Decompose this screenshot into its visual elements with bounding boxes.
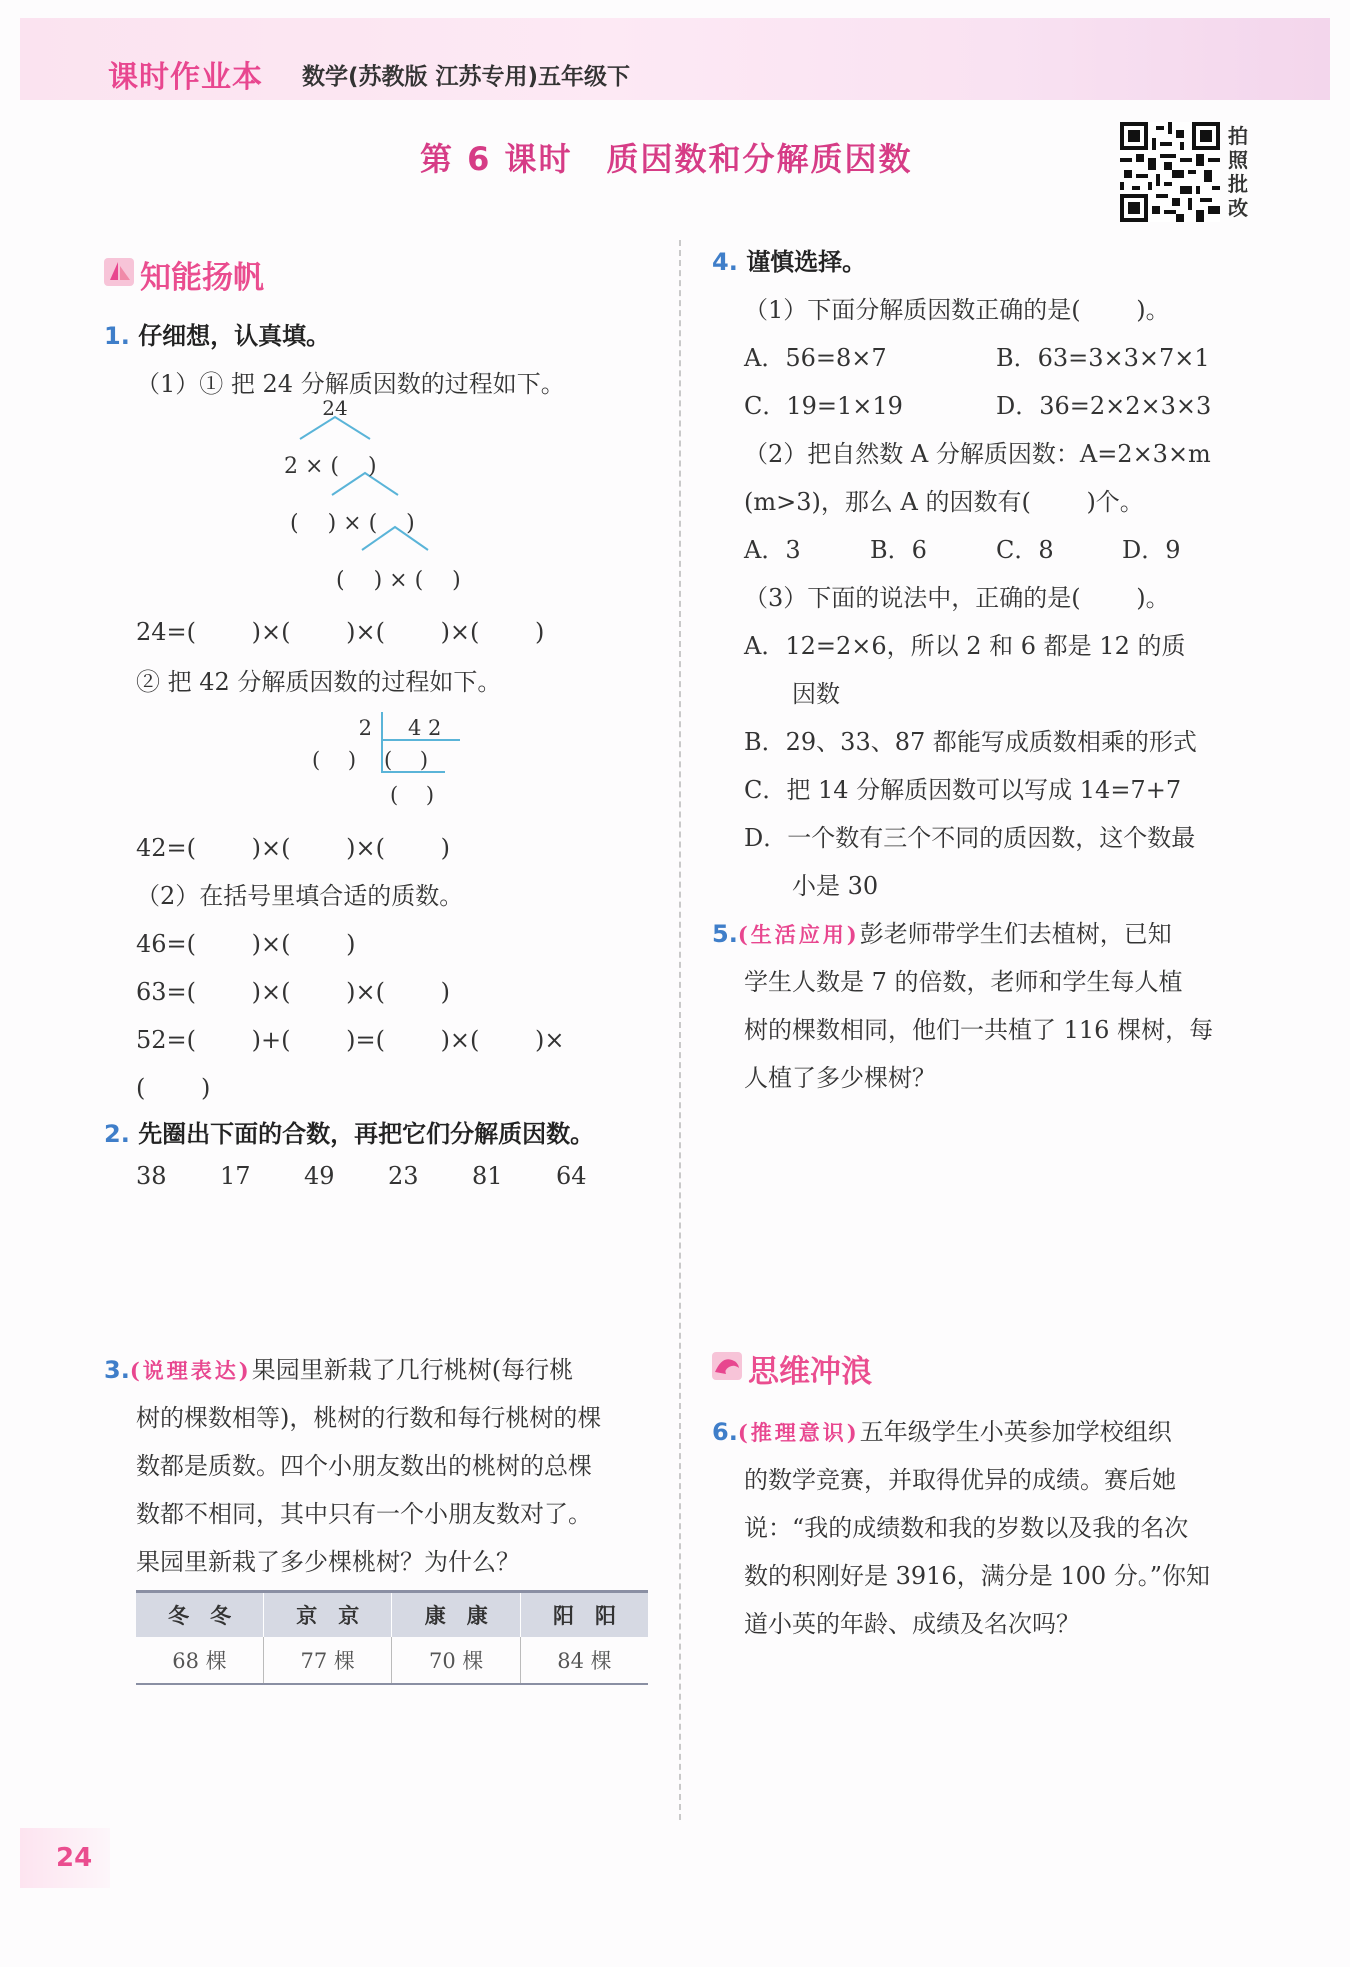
question-6-line-1 <box>712 1412 1172 1447</box>
tree-level-2: ( ) × ( ) <box>290 511 415 536</box>
option-item[interactable]: B．6 <box>870 536 927 564</box>
question-5-line-1 <box>712 914 1172 949</box>
question-number: 1. <box>104 322 130 350</box>
question-text: 果园里新栽了几行桃树(每行桃 <box>251 1356 574 1384</box>
question-number: 6. <box>712 1418 738 1446</box>
ladder-divisor-2: ( ) <box>312 748 357 772</box>
question-number: 3. <box>104 1356 130 1384</box>
q4-sub3-option-c[interactable]: C．把 14 分解质因数可以写成 14=7+7 <box>744 776 1182 804</box>
brand-title: 课时作业本 <box>108 60 263 95</box>
equation-46[interactable]: 46=( )×( ) <box>136 930 356 958</box>
q4-sub3-option-a[interactable]: A．12=2×6，所以 2 和 6 都是 12 的质 <box>744 632 1186 660</box>
short-division-diagram <box>312 710 480 820</box>
tree-level-3: ( ) × ( ) <box>336 568 461 593</box>
question-6-line-5: 道小英的年龄、成绩及名次吗？ <box>744 1610 1080 1638</box>
option-item[interactable]: D．9 <box>1122 536 1181 564</box>
section-title-knowledge: 知能扬帆 <box>140 260 264 296</box>
equation-24[interactable]: 24=( )×( )×( )×( ) <box>136 618 545 646</box>
question-number: 2. <box>104 1120 130 1148</box>
question-3-line-5: 果园里新栽了多少棵桃树？为什么？ <box>136 1548 520 1576</box>
table-header-row <box>136 1592 648 1638</box>
question-4-heading <box>712 242 866 277</box>
q1-part2-text: ② 把 42 分解质因数的过程如下。 <box>136 668 502 696</box>
question-text: 先圈出下面的合数，再把它们分解质因数。 <box>138 1120 595 1148</box>
q4-sub1-option-d[interactable]: D．36=2×2×3×3 <box>996 392 1212 420</box>
wave-icon <box>712 1352 742 1380</box>
column-divider <box>679 240 681 1820</box>
q4-sub3-option-d[interactable]: D．一个数有三个不同的质因数，这个数最 <box>744 824 1196 852</box>
ladder-number-2: ( ) <box>384 748 429 772</box>
equation-52[interactable]: 52=( )+( )=( )×( )× <box>136 1026 565 1054</box>
table-cell: 84 棵 <box>520 1637 648 1684</box>
question-tag: (说理表达) <box>129 1358 252 1383</box>
q4-sub3-option-a-continued: 因数 <box>792 680 840 708</box>
equation-42[interactable]: 42=( )×( )×( ) <box>136 834 450 862</box>
ladder-number-3: ( ) <box>390 783 435 807</box>
question-text: 谨慎选择。 <box>746 248 867 276</box>
question-text: 彭老师带学生们去植树，已知 <box>859 920 1172 948</box>
sail-icon <box>104 258 134 286</box>
question-5-line-2: 学生人数是 7 的倍数，老师和学生每人植 <box>744 968 1183 996</box>
subject-label: 数学(苏教版 江苏专用)五年级下 <box>302 64 631 90</box>
question-6-line-4: 数的积刚好是 3916，满分是 100 分。”你知 <box>744 1562 1211 1590</box>
table-header-cell: 康 康 <box>392 1592 520 1638</box>
number-item[interactable]: 38 <box>136 1162 167 1190</box>
equation-52-continued[interactable]: ( ) <box>136 1074 211 1102</box>
q4-sub1-option-b[interactable]: B．63=3×3×7×1 <box>996 344 1210 372</box>
q4-sub3-option-b[interactable]: B．29、33、87 都能写成质数相乘的形式 <box>744 728 1197 756</box>
question-3-line-1 <box>104 1350 573 1385</box>
q4-sub1: （1）下面分解质因数正确的是( )。 <box>744 296 1170 324</box>
ladder-number-1: 4 2 <box>408 716 442 740</box>
q4-sub3-option-d-continued: 小是 30 <box>792 872 879 900</box>
option-item[interactable]: A．3 <box>744 536 801 564</box>
page-number: 24 <box>56 1843 93 1873</box>
question-2-heading <box>104 1114 594 1149</box>
equation-63[interactable]: 63=( )×( )×( ) <box>136 978 450 1006</box>
question-tag: (推理意识) <box>737 1420 860 1445</box>
question-text: 仔细想，认真填。 <box>138 322 331 350</box>
question-number: 5. <box>712 920 738 948</box>
question-5-line-4: 人植了多少棵树？ <box>744 1064 936 1092</box>
q4-sub1-option-c[interactable]: C．19=1×19 <box>744 392 903 420</box>
table-cell: 70 棵 <box>392 1637 520 1684</box>
lesson-title: 第 6 课时 质因数和分解质因数 <box>420 140 913 178</box>
question-number: 4. <box>712 248 738 276</box>
number-item[interactable]: 23 <box>388 1162 419 1190</box>
q2-number-list <box>136 1162 640 1190</box>
number-item[interactable]: 81 <box>472 1162 503 1190</box>
option-item[interactable]: C．8 <box>996 536 1054 564</box>
table-cell: 77 棵 <box>264 1637 392 1684</box>
question-6-line-2: 的数学竞赛，并取得优异的成绩。赛后她 <box>744 1466 1176 1494</box>
number-item[interactable]: 49 <box>304 1162 335 1190</box>
question-tag: (生活应用) <box>737 922 860 947</box>
table-row <box>136 1637 648 1684</box>
q4-sub2-options <box>744 530 1202 565</box>
qr-code-label: 拍照批改 <box>1228 124 1248 220</box>
question-3-line-2: 树的棵数相等)，桃树的行数和每行桃树的棵 <box>136 1404 602 1432</box>
factor-tree-diagram <box>270 396 490 605</box>
table-header-cell: 京 京 <box>264 1592 392 1638</box>
question-6-line-3: 说：“我的成绩数和我的岁数以及我的名次 <box>744 1514 1189 1542</box>
question-3-line-4: 数都不相同，其中只有一个小朋友数对了。 <box>136 1500 592 1528</box>
number-item[interactable]: 17 <box>220 1162 251 1190</box>
question-3-line-3: 数都是质数。四个小朋友数出的桃树的总棵 <box>136 1452 592 1480</box>
question-5-line-3: 树的棵数相同，他们一共植了 116 棵树，每 <box>744 1016 1214 1044</box>
section-title-thinking: 思维冲浪 <box>748 1354 872 1390</box>
q4-sub1-option-a[interactable]: A．56=8×7 <box>744 344 887 372</box>
q4-sub2-line-1: （2）把自然数 A 分解质因数：A=2×3×m <box>744 440 1211 468</box>
tree-root: 24 <box>322 396 348 420</box>
q4-sub2-line-2: (m>3)，那么 A 的因数有( )个。 <box>744 488 1144 516</box>
question-1-heading <box>104 316 330 351</box>
number-item[interactable]: 64 <box>556 1162 587 1190</box>
table-header-cell: 冬 冬 <box>136 1592 264 1638</box>
table-cell: 68 棵 <box>136 1637 264 1684</box>
tree-count-table <box>136 1590 648 1685</box>
q1-part3-text: （2）在括号里填合适的质数。 <box>136 882 464 910</box>
q4-sub3: （3）下面的说法中，正确的是( )。 <box>744 584 1170 612</box>
question-text: 五年级学生小英参加学校组织 <box>859 1418 1172 1446</box>
q1-part1-text: （1）① 把 24 分解质因数的过程如下。 <box>136 370 565 398</box>
tree-level-1: 2 × ( ) <box>284 454 377 479</box>
ladder-divisor-1: 2 <box>358 716 372 740</box>
qr-code-icon[interactable] <box>1120 122 1220 222</box>
table-header-cell: 阳 阳 <box>520 1592 648 1638</box>
